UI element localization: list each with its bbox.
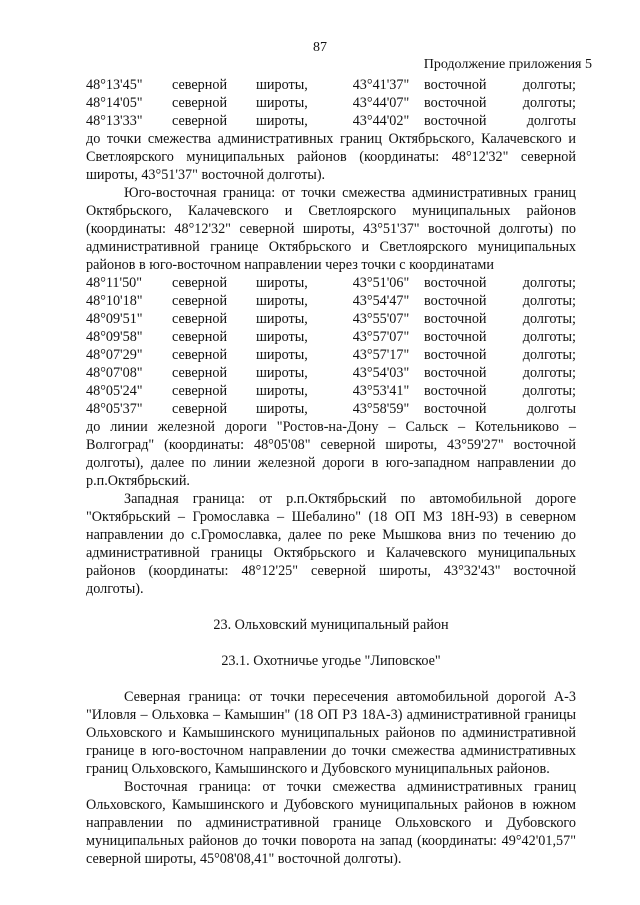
coordinate-row: 48°13'45" северной широты, 43°41'37" восточной долготы; [86,77,576,93]
paragraph-southeast-boundary: Юго-восточная граница: от точки смежества административных границ Октябрьского, Калачевского и Светлоярского муниципальных районов (координаты: 48°12'32" северной широты, 43°51'37" восточной долготы) по административной границе Октябрьского и Светлоярского муниципальных районов в юго-восточном направлении через точки с координатами [86,185,576,273]
coordinate-row: 48°11'50" северной широты, 43°51'06" восточной долготы; [86,275,576,291]
coordinate-row: 48°05'24" северной широты, 43°53'41" восточной долготы; [86,383,576,399]
paragraph-block1-tail: до точки смежества административных границ Октябрьского, Калачевского и Светлоярского муниципальных районов (координаты: 48°12'32" северной широты, 43°51'37" восточной долготы). [86,131,576,183]
coordinate-list-2 [86,274,576,418]
page-number: 87 [313,40,327,55]
document-body [86,76,576,868]
coordinate-row: 48°10'18" северной широты, 43°54'47" восточной долготы; [86,293,576,309]
appendix-continuation-note: Продолжение приложения 5 [423,57,592,72]
paragraph-north-boundary: Северная граница: от точки пересечения автомобильной дорогой А-3 "Иловля – Ольховка – Камышин" (18 ОП РЗ 18А-3) административной границы Ольховского и Камышинского муниципальных районов по административной границе в юго-восточном направлении до точки смежества административных границ Ольховского, Камышинского и Дубовского муниципальных районов. [86,689,576,777]
paragraph-southeast-tail: до линии железной дороги "Ростов-на-Дону – Сальск – Котельниково – Волгоград" (координаты: 48°05'08" северной широты, 43°59'27" восточной долготы), далее по линии железной дороги в юго-западном направлении до р.п.Октябрьский. [86,419,576,489]
paragraph-east-boundary: Восточная граница: от точки смежества административных границ Ольховского, Камышинского и Дубовского муниципальных районов в южном направлении по административной границе Ольховского и Дубовского муниципальных районов до точки поворота на запад (координаты: 49°42'01,57" северной широты, 45°08'08,41" восточной долготы). [86,779,576,867]
coordinate-row: 48°07'29" северной широты, 43°57'17" восточной долготы; [86,347,576,363]
coordinate-row: 48°14'05" северной широты, 43°44'07" восточной долготы; [86,95,576,111]
section-heading: 23. Ольховский муниципальный район [213,617,449,633]
coordinate-row: 48°05'37" северной широты, 43°58'59" восточной долготы [86,401,576,417]
paragraph-west-boundary: Западная граница: от р.п.Октябрьский по автомобильной дороге "Октябрьский – Громославка – Шебалино" (18 ОП МЗ 18Н-93) в северном направлении до с.Громославка, далее по реке Мышкова вниз по течению до административной границы Октябрьского и Калачевского муниципальных районов (координаты: 48°12'25" северной широты, 43°32'43" восточной долготы). [86,491,576,597]
subsection-heading: 23.1. Охотничье угодье "Липовское" [221,653,441,669]
coordinate-list-1 [86,76,576,130]
coordinate-row: 48°09'51" северной широты, 43°55'07" восточной долготы; [86,311,576,327]
coordinate-row: 48°07'08" северной широты, 43°54'03" восточной долготы; [86,365,576,381]
coordinate-row: 48°13'33" северной широты, 43°44'02" восточной долготы [86,113,576,129]
coordinate-row: 48°09'58" северной широты, 43°57'07" восточной долготы; [86,329,576,345]
